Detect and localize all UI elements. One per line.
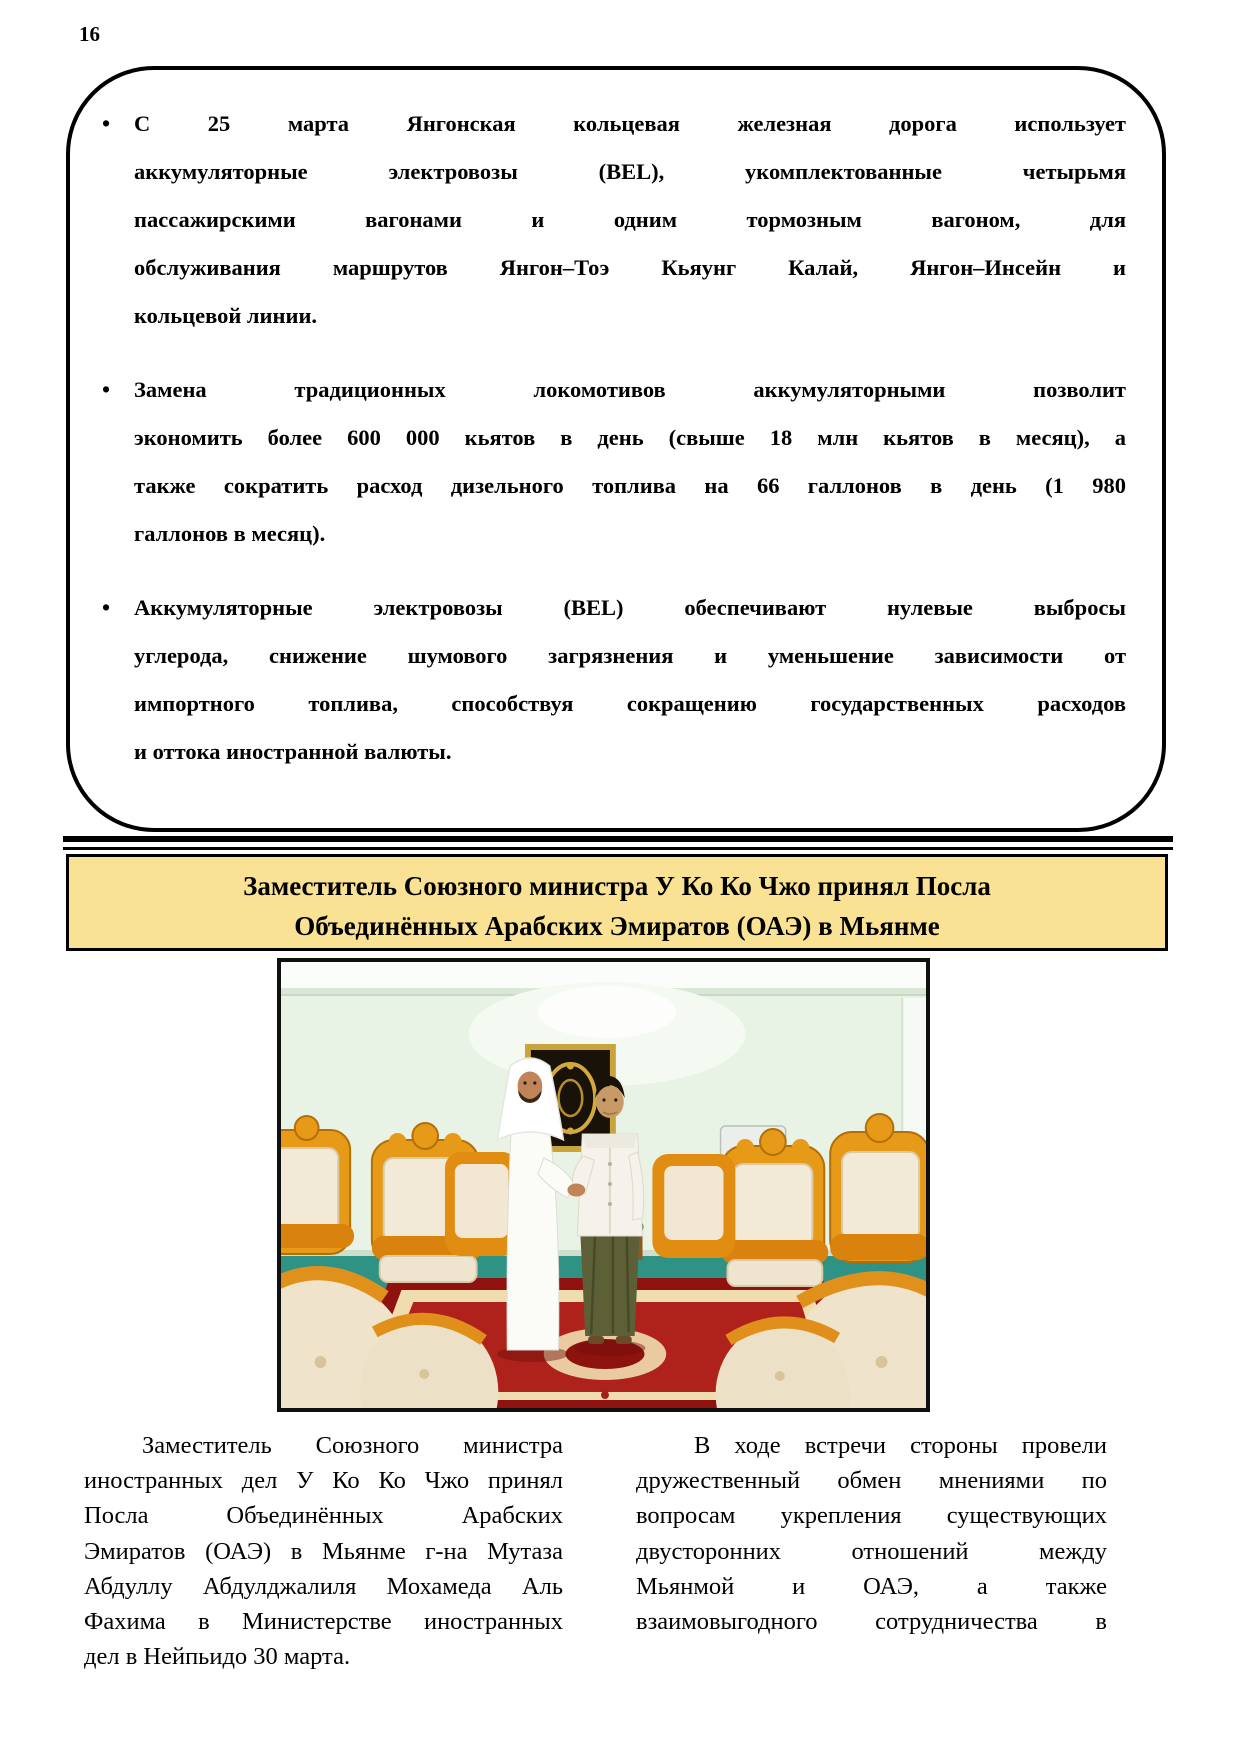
article-column-left: Заместитель Союзного министра иностранных дел У Ко Ко Чжо принял Посла Объединённых Арабских Эмиратов (ОАЭ) в Мьянме г-на Мутаза Абдуллу Абдулджалиля Мохамеда Аль Фахима в Министерстве иностранных дел в Нейпьидо 30 марта.	[84, 1432, 563, 1671]
info-box	[66, 66, 1166, 832]
headline-line2: Объединённых Арабских Эмиратов (ОАЭ) в Мьянме	[294, 911, 940, 941]
bullet-list	[70, 100, 1126, 776]
bullet-text: С 25 марта Янгонская кольцевая железная дорога использует аккумуляторные электровозы (BEL), укомплектованные четырьмя пассажирскими вагонами и одним тормозным вагоном, для обслуживания маршрутов Янгон–Тоэ Кьяунг Калай, Янгон–Инсейн и кольцевой линии.	[134, 111, 1126, 328]
bullet-item	[70, 584, 1126, 776]
headline-line1: Заместитель Союзного министра У Ко Ко Чжо принял Посла	[243, 871, 991, 901]
bullet-text: Замена традиционных локомотивов аккумуляторными позволит экономить более 600 000 кьятов в день (свыше 18 млн кьятов в месяц), а также сократить расход дизельного топлива на 66 галлонов в день (1 980 галлонов в месяц).	[134, 377, 1126, 546]
figure-shadow	[574, 1340, 645, 1356]
bullet-icon: •	[102, 111, 111, 136]
bullet-item	[70, 100, 1126, 340]
bullet-icon: •	[102, 377, 111, 402]
double-rule-divider	[63, 836, 1173, 850]
meeting-photo-illustration	[281, 962, 926, 1408]
bullet-icon: •	[102, 595, 111, 620]
bullet-text: Аккумуляторные электровозы (BEL) обеспечивают нулевые выбросы углерода, снижение шумового загрязнения и уменьшение зависимости от импортного топлива, способствуя сокращению государственных расходов и оттока иностранной валюты.	[134, 595, 1126, 764]
article-headline	[66, 854, 1168, 951]
meeting-photo	[277, 958, 930, 1412]
bullet-item	[70, 366, 1126, 558]
article-column-right: В ходе встречи стороны провели дружественный обмен мнениями по вопросам укрепления существующих двусторонних отношений между Мьянмой и ОАЭ, а также взаимовыгодного сотрудничества в	[636, 1432, 1107, 1636]
page-number: 16	[79, 22, 100, 46]
handshake	[567, 1184, 585, 1197]
